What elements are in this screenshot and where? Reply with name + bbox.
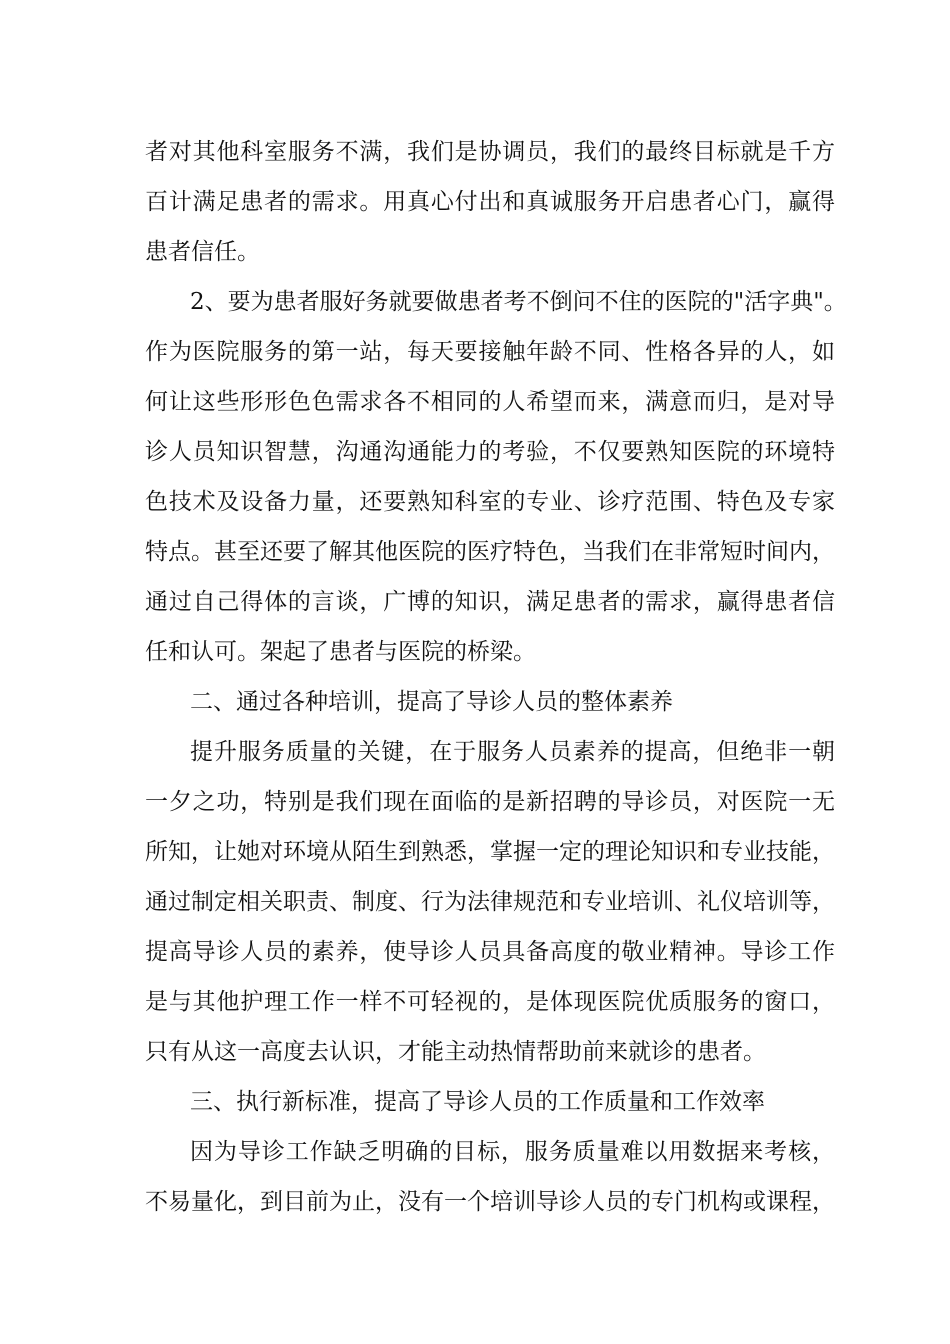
text-line: 不易量化，到目前为止，没有一个培训导诊人员的专门机构或课程， (145, 1189, 835, 1215)
text-line: 特点。甚至还要了解其他医院的医疗特色，当我们在非常短时间内， (145, 539, 835, 565)
text-line: 是与其他护理工作一样不可轻视的，是体现医院优质服务的窗口， (145, 989, 835, 1015)
text-line: 一夕之功，特别是我们现在面临的是新招聘的导诊员，对医院一无 (145, 789, 835, 815)
text-line: 色技术及设备力量，还要熟知科室的专业、诊疗范围、特色及专家 (145, 489, 835, 515)
text-line: 提高导诊人员的素养，使导诊人员具备高度的敬业精神。导诊工作 (145, 939, 835, 965)
text-line: 作为医院服务的第一站，每天要接触年龄不同、性格各异的人，如 (145, 339, 835, 365)
text-line: 何让这些形形色色需求各不相同的人希望而来，满意而归，是对导 (145, 389, 835, 415)
section-heading: 二、通过各种培训，提高了导诊人员的整体素养 (190, 689, 673, 715)
text-line: 所知，让她对环境从陌生到熟悉，掌握一定的理论知识和专业技能， (145, 839, 835, 865)
text-line: 通过制定相关职责、制度、行为法律规范和专业培训、礼仪培训等， (145, 889, 835, 915)
text-line: 因为导诊工作缺乏明确的目标，服务质量难以用数据来考核， (190, 1139, 835, 1165)
text-line: 者对其他科室服务不满，我们是协调员，我们的最终目标就是千方 (145, 139, 835, 165)
text-line: 任和认可。架起了患者与医院的桥梁。 (145, 639, 536, 665)
section-heading: 三、执行新标准，提高了导诊人员的工作质量和工作效率 (190, 1089, 765, 1115)
text-line: 百计满足患者的需求。用真心付出和真诚服务开启患者心门，赢得 (145, 189, 835, 215)
text-line: 2、要为患者服好务就要做患者考不倒问不住的医院的"活字典"。 (190, 289, 847, 315)
text-line: 提升服务质量的关键，在于服务人员素养的提高，但绝非一朝 (190, 739, 835, 765)
text-line: 只有从这一高度去认识，才能主动热情帮助前来就诊的患者。 (145, 1039, 766, 1065)
text-line: 通过自己得体的言谈，广博的知识，满足患者的需求，赢得患者信 (145, 589, 835, 615)
text-line: 诊人员知识智慧，沟通沟通能力的考验，不仅要熟知医院的环境特 (145, 439, 835, 465)
text-line: 患者信任。 (145, 239, 260, 265)
